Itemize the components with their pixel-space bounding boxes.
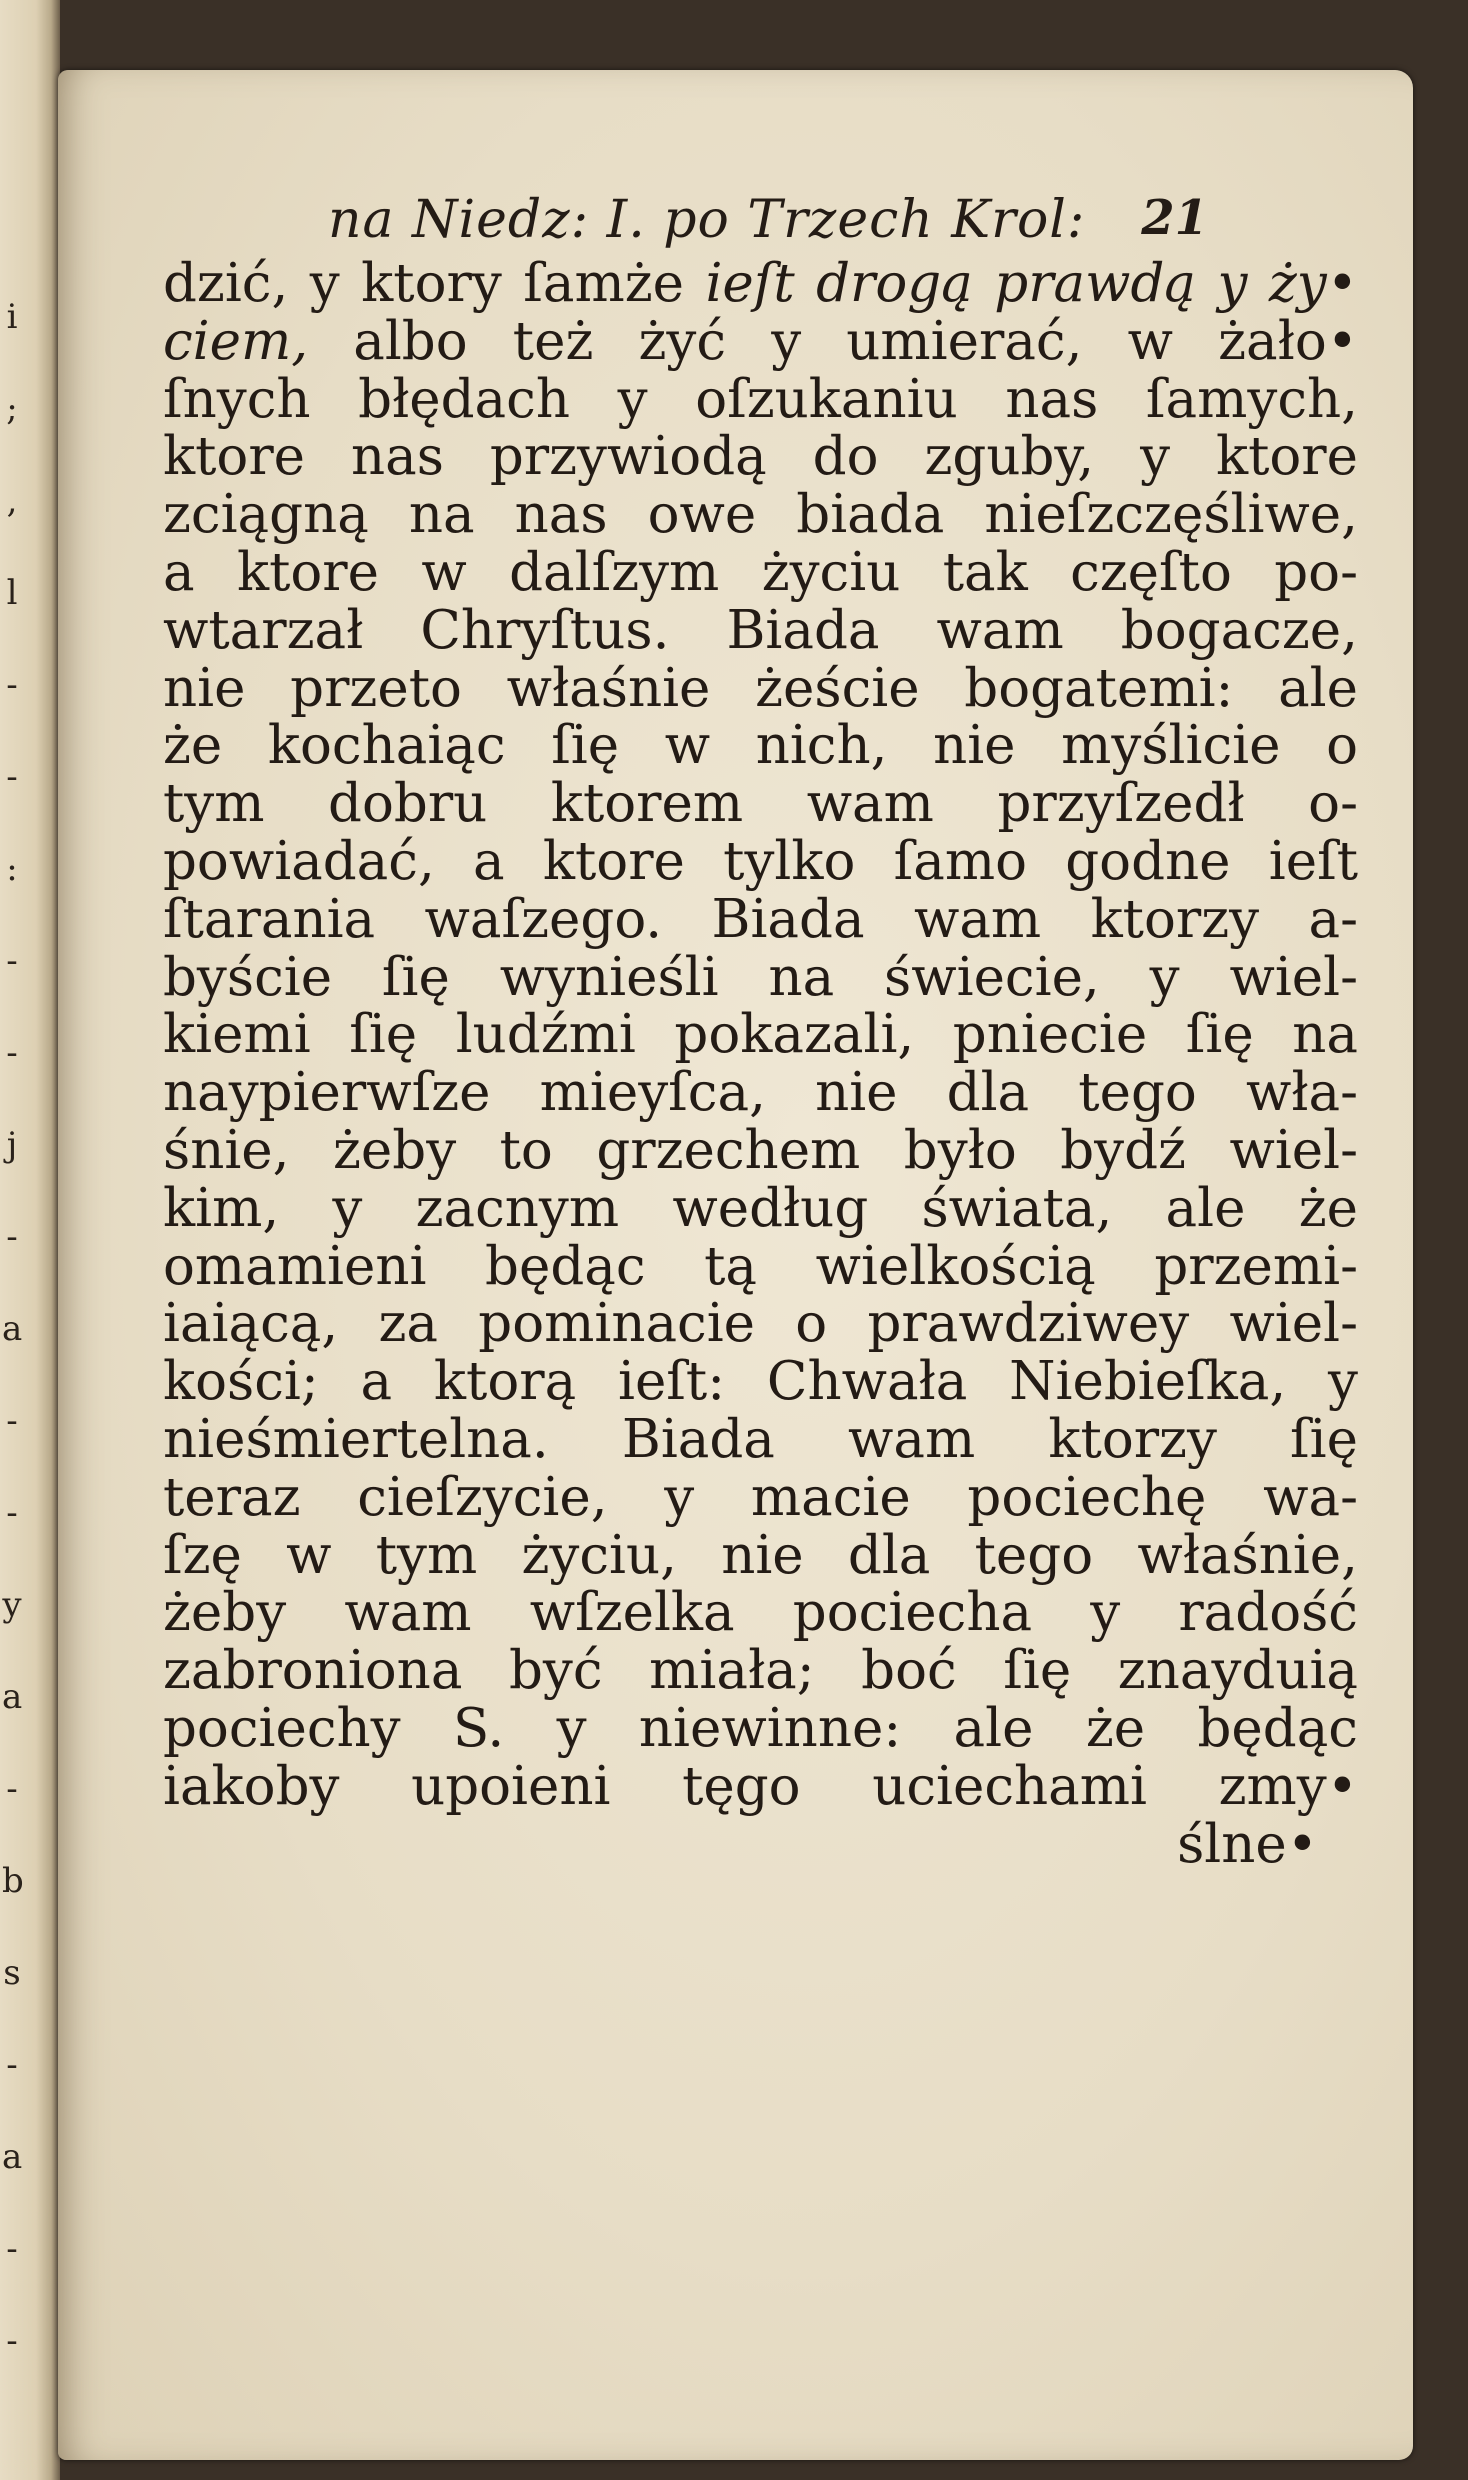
text-run: teraz cieſzycie, y macie pociechę wa-	[163, 1466, 1358, 1528]
margin-mark: -	[6, 2045, 18, 2085]
text-run: pociechy S. y niewinne: ale że będąc	[163, 1697, 1358, 1759]
text-line	[163, 1177, 1358, 1239]
text-run: iakoby upoieni tęgo uciechami zmy•	[163, 1755, 1358, 1817]
text-line	[163, 1584, 1358, 1642]
margin-mark: i	[6, 297, 18, 337]
text-line	[163, 428, 1358, 486]
text-line	[163, 310, 1358, 372]
body-text	[163, 255, 1358, 1873]
page-number: 21	[1141, 190, 1208, 246]
margin-mark: ,	[6, 481, 18, 521]
text-line	[163, 1006, 1358, 1064]
text-run: powiadać, a ktore tylko ſamo godne ieſt	[163, 830, 1358, 892]
text-line	[163, 775, 1358, 833]
margin-mark: s	[3, 1953, 21, 1993]
text-line	[163, 1119, 1358, 1181]
text-line	[163, 1064, 1358, 1122]
margin-mark: -	[6, 1401, 18, 1441]
margin-mark: ;	[6, 389, 18, 429]
text-line	[163, 946, 1358, 1008]
margin-mark: -	[6, 1033, 18, 1073]
margin-mark: l	[6, 573, 18, 613]
italic-phrase: ieſt drogą prawdą y ży•	[705, 253, 1358, 314]
previous-page-margin	[0, 0, 40, 2480]
text-line	[163, 1642, 1358, 1700]
text-run: kim, y zacnym według świata, ale że	[163, 1177, 1358, 1239]
text-run: ktore nas przywiodą do zguby, y ktore	[163, 426, 1358, 488]
book-page	[58, 70, 1413, 2460]
italic-phrase: ciem,	[163, 310, 309, 372]
text-run: zciągną na nas owe biada nieſzczęśliwe,	[163, 484, 1358, 546]
text-run: a ktore w dalſzym życiu tak częſto po-	[163, 541, 1358, 603]
text-line	[163, 1295, 1358, 1353]
text-line	[163, 541, 1358, 603]
text-run: kiemi ſię ludźmi pokazali, pniecie ſię na	[163, 1004, 1358, 1066]
text-run: tym dobru ktorem wam przyſzedł o-	[163, 773, 1358, 835]
text-run: ſnych błędach y oſzukaniu nas ſamych,	[163, 368, 1358, 430]
margin-mark: j	[6, 1125, 18, 1165]
text-run: byście ſię wynieśli na świecie, y wiel-	[163, 946, 1358, 1008]
margin-mark: -	[6, 1217, 18, 1257]
margin-mark: -	[6, 2321, 18, 2361]
text-line	[163, 830, 1358, 892]
margin-mark: -	[6, 1769, 18, 1809]
text-run: zabroniona być miała; boć ſię znayduią	[163, 1640, 1358, 1702]
text-run: kości; a ktorą ieſt: Chwała Niebieſka, y	[163, 1351, 1358, 1413]
margin-mark: b	[2, 1861, 24, 1901]
text-run: iaiącą, za pominacie o prawdziwey wiel-	[163, 1293, 1358, 1355]
text-run: śnie, żeby to grzechem było bydź wiel-	[163, 1119, 1358, 1181]
text-line	[163, 1697, 1358, 1759]
text-line	[163, 486, 1358, 544]
text-line	[163, 888, 1358, 950]
text-run: że kochaiąc ſię w nich, nie myślicie o	[163, 715, 1358, 777]
text-run: omamieni będąc tą wielkością przemi-	[163, 1235, 1358, 1297]
text-run: nieśmiertelna. Biada wam ktorzy ſię	[163, 1408, 1358, 1470]
margin-mark: -	[6, 941, 18, 981]
text-run: ſzę w tym życiu, nie dla tego właśnie,	[163, 1524, 1358, 1586]
text-line	[163, 1755, 1358, 1817]
text-run: wtarzał Chryſtus. Biada wam bogacze,	[163, 599, 1358, 661]
text-line	[163, 717, 1358, 775]
margin-mark: -	[6, 665, 18, 705]
margin-mark: -	[6, 1493, 18, 1533]
margin-mark: a	[2, 1309, 23, 1349]
text-line	[163, 1408, 1358, 1470]
text-run: ślne•	[1177, 1813, 1318, 1875]
text-line	[163, 1524, 1358, 1586]
text-run: żeby wam wſzelka pociecha y radość	[163, 1582, 1358, 1644]
text-line	[163, 368, 1358, 430]
text-line	[163, 599, 1358, 661]
text-run: nie przeto właśnie żeście bogatemi: ale	[163, 657, 1358, 719]
text-line	[163, 1813, 1358, 1875]
text-line	[163, 255, 1358, 313]
margin-mark: -	[6, 757, 18, 797]
text-line	[163, 657, 1358, 719]
text-line	[163, 1466, 1358, 1528]
running-title: na Niedz: I. po Trzech Krol:	[328, 190, 1086, 250]
margin-mark: y	[2, 1585, 22, 1625]
margin-mark: a	[2, 2137, 23, 2177]
margin-mark: a	[2, 1677, 23, 1717]
text-run: dzić, y ktory ſamże	[163, 253, 706, 314]
text-run: ſtarania waſzego. Biada wam ktorzy a-	[163, 888, 1358, 950]
text-run: albo też żyć y umierać, w żało•	[308, 310, 1358, 372]
text-run: naypierwſze mieyſca, nie dla tego wła-	[163, 1062, 1358, 1124]
margin-mark: -	[6, 2229, 18, 2269]
text-line	[163, 1353, 1358, 1411]
text-line	[163, 1235, 1358, 1297]
margin-mark: :	[6, 849, 18, 889]
